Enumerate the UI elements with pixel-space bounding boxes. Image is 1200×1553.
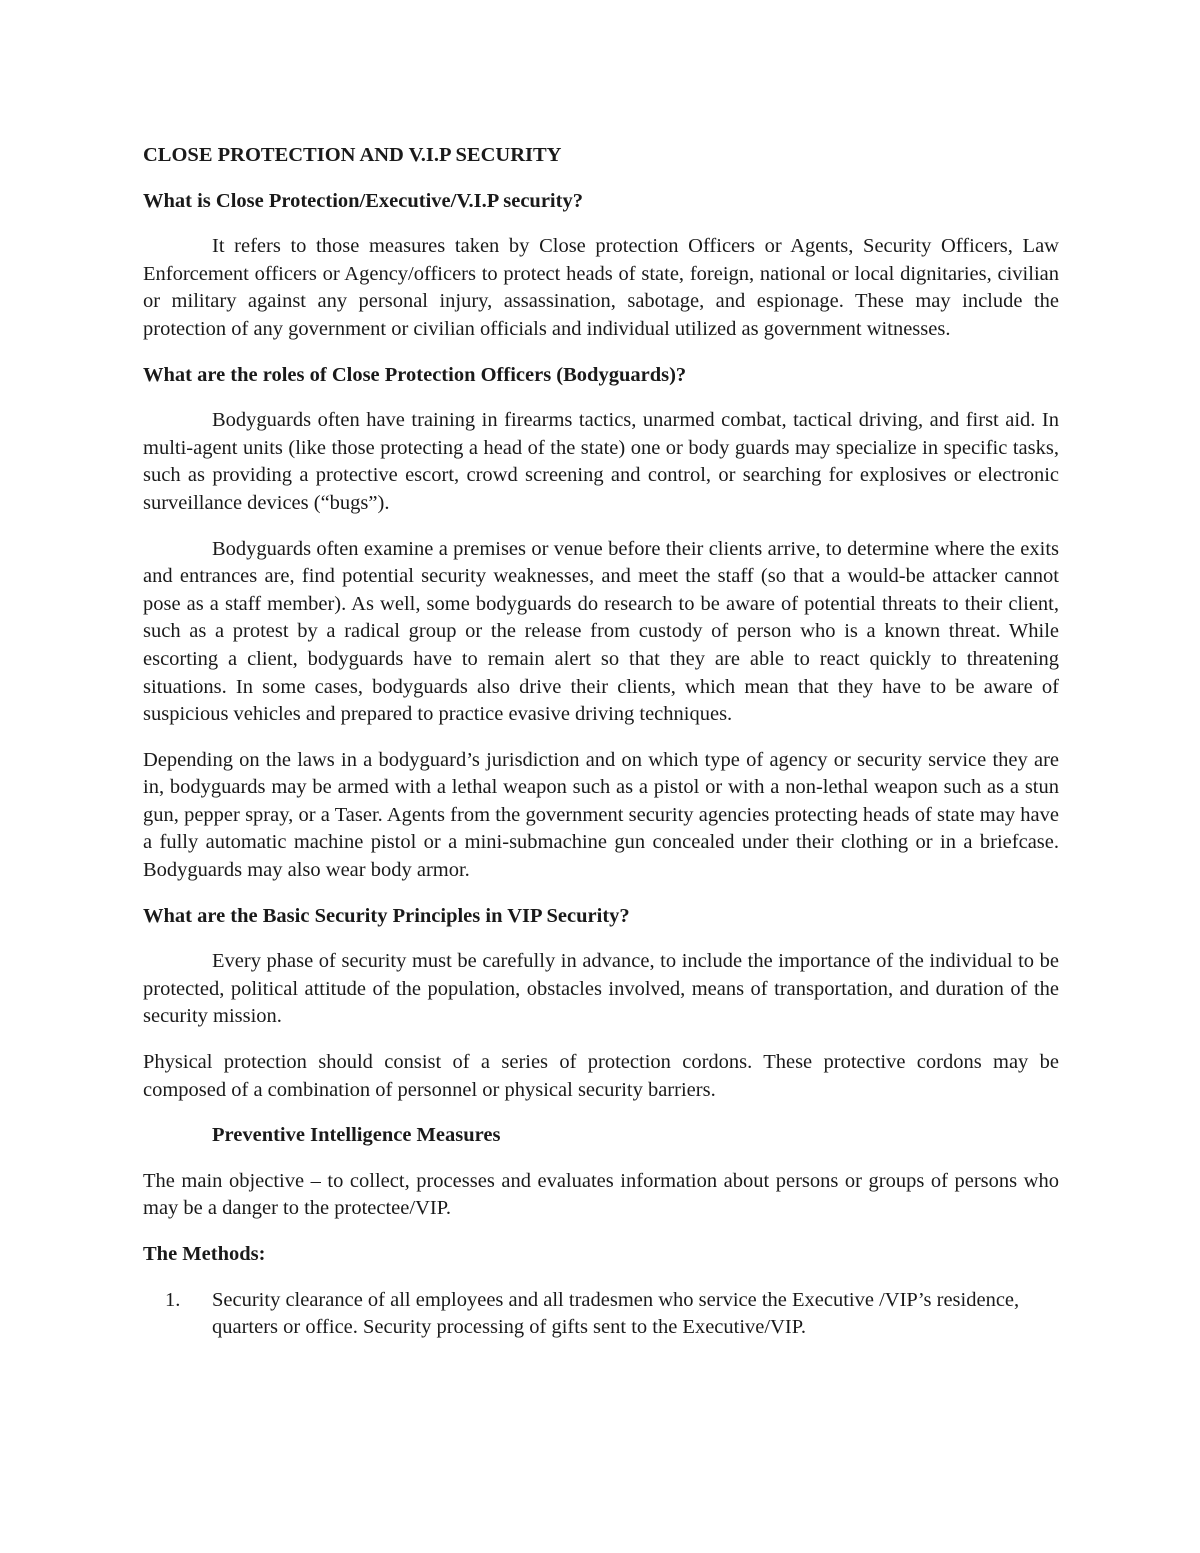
list-item [143, 1287, 1059, 1342]
section-heading-what-is: What is Close Protection/Executive/V.I.P security? [143, 189, 583, 212]
methods-list [143, 1287, 1059, 1342]
subheading-preventive-intelligence: Preventive Intelligence Measures [212, 1124, 501, 1147]
paragraph-physical-protection: Physical protection should consist of a series of protection cordons. These protective cordons may be composed of a combination of personnel or physical security barriers. [143, 1051, 1059, 1101]
section-heading-principles: What are the Basic Security Principles in VIP Security? [143, 904, 630, 927]
section-heading-roles: What are the roles of Close Protection Officers (Bodyguards)? [143, 363, 687, 386]
paragraph-every-phase: Every phase of security must be carefully in advance, to include the importance of the individual to be protected, political attitude of the population, obstacles involved, means of transportation, and duration of the security mission. [143, 950, 1059, 1028]
paragraph-premises: Bodyguards often examine a premises or venue before their clients arrive, to determine where the exits and entrances are, find potential security weaknesses, and meet the staff (so that a would-be attacker cannot pose as a staff member). As well, some bodyguards do research to be aware of potential threats to their client, such as a protest by a radical group or the release from custody of person who is a known threat. While escorting a client, bodyguards have to remain alert so that they are able to react quickly to threatening situations. In some cases, bodyguards also drive their clients, which mean that they have to be aware of suspicious vehicles and prepared to practice evasive driving techniques. [143, 537, 1059, 726]
list-item-number: 1. [165, 1288, 181, 1311]
paragraph-weapons: Depending on the laws in a bodyguard’s jurisdiction and on which type of agency or security service they are in, bodyguards may be armed with a lethal weapon such as a pistol or with a non-lethal weapon such as a stun gun, pepper spray, or a Taser. Agents from the government security agencies protecting heads of state may have a fully automatic machine pistol or a mini-submachine gun concealed under their clothing or in a briefcase. Bodyguards may also wear body armor. [143, 748, 1059, 882]
document-body [143, 142, 1059, 1360]
paragraph-definition: It refers to those measures taken by Close protection Officers or Agents, Security Officers, Law Enforcement officers or Agency/officers to protect heads of state, foreign, national or local dignitaries, civilian or military against any personal injury, assassination, sabotage, and espionage. These may include the protection of any government or civilian officials and individual utilized as government witnesses. [143, 235, 1059, 340]
list-item-text: Security clearance of all employees and all tradesmen who service the Executive /VIP’s residence, quarters or office. Security processing of gifts sent to the Executive/VIP. [212, 1288, 1020, 1339]
section-heading-methods: The Methods: [143, 1243, 266, 1265]
paragraph-training: Bodyguards often have training in firearms tactics, unarmed combat, tactical driving, and first aid. In multi-agent units (like those protecting a head of the state) one or body guards may specialize in specific tasks, such as providing a protective escort, crowd screening and control, or searching for explosives or electronic surveillance devices (“bugs”). [143, 409, 1059, 514]
paragraph-main-objective: The main objective – to collect, processes and evaluates information about persons or groups of persons who may be a danger to the protectee/VIP. [143, 1169, 1059, 1220]
document-title: CLOSE PROTECTION AND V.I.P SECURITY [143, 144, 562, 166]
